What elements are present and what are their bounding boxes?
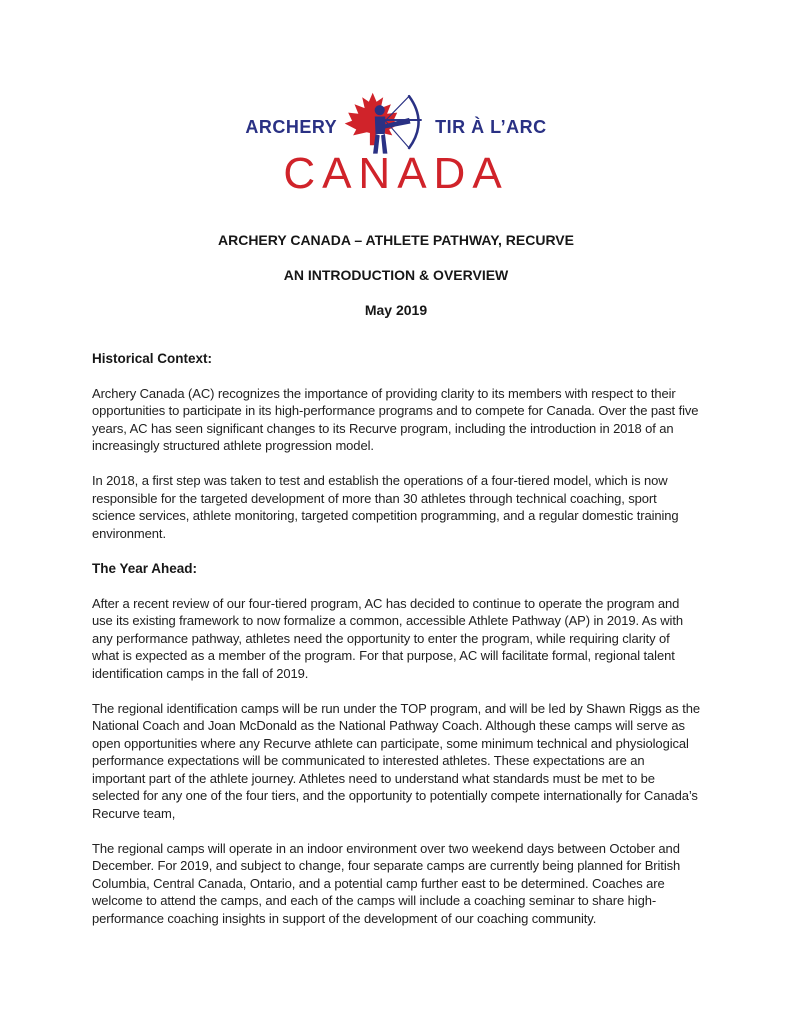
document-body xyxy=(92,350,700,928)
paragraph-year-ahead-3: The regional camps will operate in an indoor environment over two weekend days between October and December. For 2019, and subject to change, four separate camps are currently being planned for British Columbia, Central Canada, Ontario, and a potential camp further east to be determined. Coaches are welcome to attend the camps, and each of the camps will include a coaching seminar to share high-performance coaching insights in support of the development of our coaching community. xyxy=(92,840,681,926)
document-subtitle: AN INTRODUCTION & OVERVIEW xyxy=(283,267,509,283)
archery-canada-logo xyxy=(92,92,700,196)
section-heading-historical-context: Historical Context: xyxy=(92,350,213,366)
paragraph-historical-2: In 2018, a first step was taken to test and establish the operations of a four-tiered model, which is now responsible for the targeted development of more than 30 athletes through technical coaching, sport science services, athlete monitoring, targeted competition programming, and a regular domestic training environment. xyxy=(92,473,679,541)
logo-archery-text: ARCHERY xyxy=(245,116,338,137)
document-title: ARCHERY CANADA – ATHLETE PATHWAY, RECURVE xyxy=(217,232,574,248)
section-heading-year-ahead: The Year Ahead: xyxy=(92,560,198,576)
paragraph-year-ahead-1: After a recent review of our four-tiered program, AC has decided to continue to operate the program and use its existing framework to now formalize a common, accessible Athlete Pathway (AP) in 2019. As with any performance pathway, athletes need the opportunity to enter the program, while requiring clarity of what is expected as a member of the program. For that purpose, AC will facilitate formal, regional talent identification camps in the fall of 2019. xyxy=(92,595,683,681)
logo-canada-text: CANADA xyxy=(283,149,509,198)
logo-tir-a-larc-text: TIR À L’ARC xyxy=(435,116,547,137)
paragraph-historical-1: Archery Canada (AC) recognizes the importance of providing clarity to its members with respect to their opportunities to participate in its high-performance programs and to compete for Canada. Over the past five years, AC has seen significant changes to its Recurve program, including the introduction in 2018 of an increasingly structured athlete progression model. xyxy=(92,385,699,453)
document-date: May 2019 xyxy=(364,302,428,318)
paragraph-year-ahead-2: The regional identification camps will be run under the TOP program, and will be led by Shawn Riggs as the National Coach and Joan McDonald as the National Pathway Coach. Although these camps will serve as open opportunities where any Recurve athlete can participate, some minimum technical and physiological performance expectations will be communicated to interested athletes. These expectations are an important part of the athlete journey. Athletes need to understand what standards must be met to be selected for any one of the four tiers, and the opportunity to potentially compete internationally for Canada’s Recurve team, xyxy=(92,700,700,821)
title-block xyxy=(92,232,700,320)
